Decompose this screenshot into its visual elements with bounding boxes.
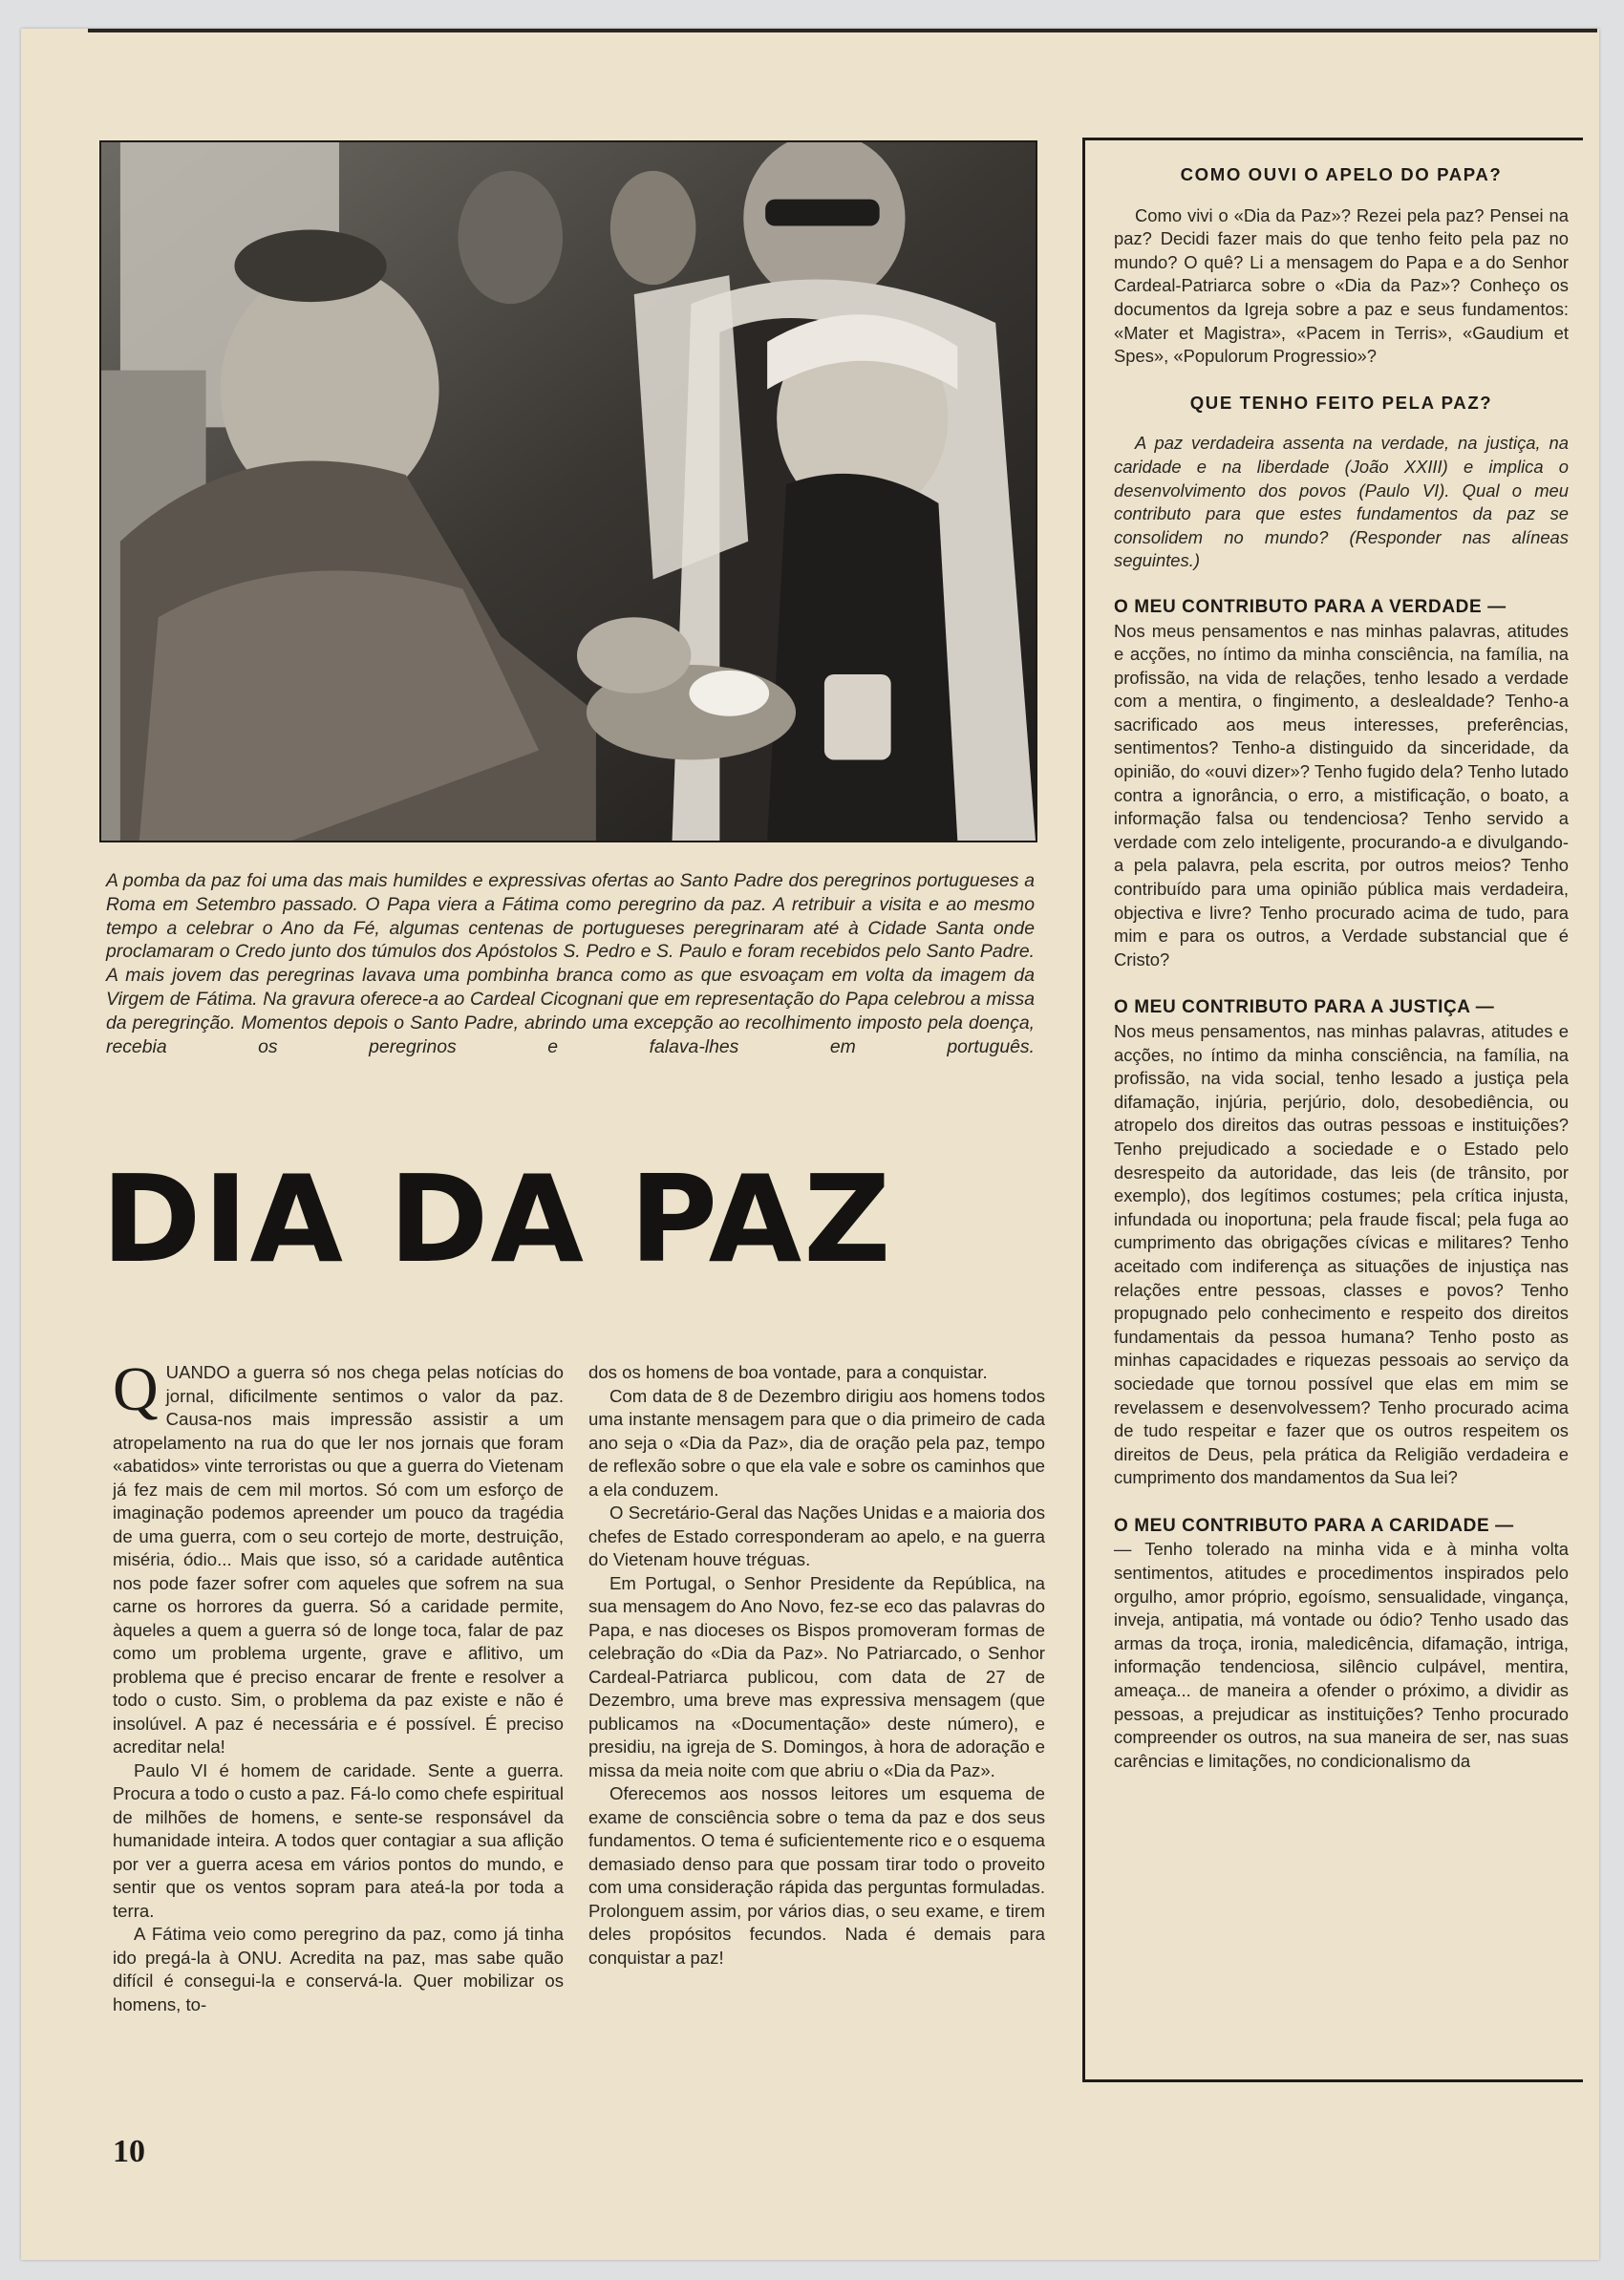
article-paragraph: Oferecemos aos nossos leitores um esquema de exame de consciência sobre o tema da paz e dos seus fundamentos. O tema é suficientemente rico e o esquema demasiado denso para que possam tirar todo o proveito com uma consideração rápida das perguntas formuladas. Prolonguem assim, por vários dias, o seu exame, e tirem deles propósitos fecundos. Nada é demais para conquistar a paz! — [588, 1783, 1045, 1968]
dropcap: Q — [113, 1354, 159, 1424]
section-title: O MEU CONTRIBUTO PARA A CARIDADE — — [1114, 1515, 1514, 1536]
headline: DIA DA PAZ — [101, 1149, 893, 1289]
article-paragraph: O Secretário-Geral das Nações Unidas e a maioria dos chefes de Estado corresponderam ao apelo, e na guerra do Vietenam houve tréguas. — [588, 1502, 1045, 1569]
sidebar-paragraph: Como vivi o «Dia da Paz»? Rezei pela paz? Pensei na paz? Decidi fazer mais do que tenho feito pela paz no mundo? O quê? Li a mensagem do Papa e a do Senhor Cardeal-Patriarca sobre o «Dia da Paz»? Conheço os documentos da Igreja sobre a paz e seus fundamentos: «Mater et Magistra», «Pacem in Terris», «Gaudium et Spes», «Populorum Progressio»? — [1114, 204, 1569, 367]
photo-pope-receiving-dove — [99, 140, 1037, 842]
sidebar-paragraph-italic: A paz verdadeira assenta na verdade, na justiça, na caridade e na liberdade (João XXIII) e implica o desenvolvimento dos povos (Paulo VI). Qual o meu contributo para que estes fundamentos da paz se consolidem no mundo? (Responder nas alíneas seguintes.) — [1114, 433, 1569, 571]
section-text: Nos meus pensamentos, nas minhas palavras, atitudes e acções, no íntimo da minha consciência, na família, na profissão, na vida social, tenho lesado a justiça pela difamação, injúria, perjúrio, dolo, desobediência, ou atropelo dos direitos das outras pessoas e instituições? Tenho prejudicado a sociedade e o Estado pelo desrespeito da autoridade, das leis (de trânsito, por exemplo), dos legítimos costumes; pela crítica injusta, infundada ou inoportuna; pela fraude fiscal; pela fuga ao cumprimento das obrigações cívicas e militares? Tenho aceitado com indiferença as situações de injustiça nas relações entre pessoas, classes e povos? Tenho propugnado pelo conhecimento e respeito dos direitos fundamentais da pessoa humana? Tenho posto as minhas capacidades e riquezas pessoais ao serviço da sociedade que tornou possível que elas em mim se revelassem e desenvolvessem? Tenho procurado acima de tudo respeitar e fazer que os outros respeitem os direitos de Deus, pela prática da Religião verdadeira e cumprimento dos mandamentos da Sua lei? — [1114, 1021, 1569, 1488]
sidebar-heading-feito: QUE TENHO FEITO PELA PAZ? — [1189, 392, 1493, 413]
sidebar-section-justica — [1114, 996, 1569, 1489]
article-column-1 — [113, 1354, 564, 2016]
article-paragraph: dos os homens de boa vontade, para a conquistar. — [588, 1362, 988, 1382]
page-number: 10 — [113, 2134, 145, 2169]
sidebar-section-verdade — [1114, 596, 1569, 972]
article-paragraph: Paulo VI é homem de caridade. Sente a guerra. Procura a todo o custo a paz. Fá-lo como chefe espiritual de milhões de homens, e sente-se responsável da humanidade inteira. A todos quer contagiar a sua aflição por ver a guerra acesa em vários pontos do mundo, e sentir que os ventos sopram para ateá-la por toda a terra. — [113, 1759, 564, 1921]
section-title: O MEU CONTRIBUTO PARA A VERDADE — — [1114, 596, 1506, 617]
article-paragraph: QUANDO a guerra só nos chega pelas notícias do jornal, dificilmente sentimos o valor da paz. Causa-nos mais impressão assistir a um atropelamento na rua do que ler nos jornais que foram «abatidos» vinte terroristas ou que a guerra do Vietenam já fez mais de cem mil mortos. Só com um esforço de imaginação podemos apreender um pouco da tragédia de uma guerra, com o seu cortejo de morte, destruição, miséria, ódio... Mais que isso, só a caridade autêntica nos pode fazer sofrer com aqueles que sofrem na sua carne os horrores da guerra. Só a caridade permite, àqueles a quem a guerra só de longe toca, falar de paz como um problema urgente, grave e aflitivo, um problema que é preciso encarar de frente e resolver a todo o custo. Sim, o problema da paz existe e não é insolúvel. A paz é necessária e é possível. É preciso acreditar nela! — [113, 1354, 564, 1757]
photo-caption: A pomba da paz foi uma das mais humildes e expressivas ofertas ao Santo Padre dos peregrinos portugueses a Roma em Setembro passado. O Papa viera a Fátima como peregrino da paz. A retribuir a visita e ao mesmo tempo a celebrar o Ano da Fé, algumas centenas de portugueses peregrinaram até à Cidade Santa onde proclamaram o Credo junto dos túmulos dos Apóstolos S. Pedro e S. Paulo e foram recebidos pelo Santo Padre. A mais jovem das peregrinas lavava uma pombinha branca como as que esvoaçam em volta da imagem da Virgem de Fátima. Na gravura oferece-a ao Cardeal Cicognani que em representação do Papa celebrou a missa da peregrinção. Momentos depois o Santo Padre, abrindo uma excepção ao recolhimento imposto pela doença, recebia os peregrinos e falava-lhes em português. — [106, 870, 1035, 1057]
sidebar-content — [1114, 163, 1569, 1798]
section-text: — Tenho tolerado na minha vida e à minha volta sentimentos, atitudes e procedimentos inspirados pelo orgulho, amor próprio, egoísmo, sensualidade, vingança, inveja, antipatia, má vontade ou ódio? Tenho usado das armas da troça, ironia, maledicência, difamação, intriga, informação tendenciosa, silêncio culpável, mentira, ameaça... de maneira a ofender o próximo, a dividir as pessoas, a prejudicar as instituições? Tenho procurado compreender os outros, na sua maneira de ser, nas suas carências e limitações, no condicionalismo da — [1114, 1539, 1569, 1771]
sidebar-section-caridade — [1114, 1515, 1569, 1774]
article-paragraph: A Fátima veio como peregrino da paz, como já tinha ido pregá-la à ONU. Acredita na paz, mas sabe quão difícil é consegui-la e conservá-la. Quer mobilizar os homens, to- — [113, 1924, 564, 2014]
article-paragraph: Com data de 8 de Dezembro dirigiu aos homens todos uma instante mensagem para que o dia primeiro de cada ano seja o «Dia da Paz», dia de oração pela paz, tempo de reflexão sobre o que ela vale e sobre os caminhos que a ela conduzem. — [588, 1385, 1045, 1500]
sidebar-heading-apelo: COMO OUVI O APELO DO PAPA? — [1180, 164, 1503, 184]
top-rule — [88, 29, 1597, 32]
sidebar-box — [1082, 138, 1583, 2082]
section-title: O MEU CONTRIBUTO PARA A JUSTIÇA — — [1114, 997, 1495, 1018]
magazine-page — [21, 29, 1599, 2260]
section-text: Nos meus pensamentos e nas minhas palavras, atitudes e acções, no íntimo da minha consciência, na família, na profissão, na vida de relações, tenho lesado a verdade com a mentira, o fingimento, a deslealdade? Tenho-a sacrificado aos meus interesses, preferências, sentimentos? Tenho-a distinguido da sinceridade, da opinião, do «ouvi dizer»? Tenho fugido dela? Tenho lutado contra a ignorância, o erro, a mistificação, o boato, a informação falsa ou tendenciosa? Tenho servido a verdade com zelo inteligente, procurando-a e divulgando-a pela palavra, pela escrita, por outros meios? Tenho contribuído para uma opinião pública mais verdadeira, objectiva e livre? Tenho procurado acima de tudo, para mim e para os outros, a Verdade substancial que é Cristo? — [1114, 620, 1569, 970]
photo-pope-receiving-dove-icon — [101, 142, 1036, 841]
article-paragraph: Em Portugal, o Senhor Presidente da República, na sua mensagem do Ano Novo, fez-se eco das palavras do Papa, e nas dioceses os Bispos promoveram formas de celebração do «Dia da Paz». No Patriarcado, o Senhor Cardeal-Patriarca publicou, com data de 27 de Dezembro, uma breve mas expressiva mensagem (que publicamos na «Documentação» deste número), e presidiu, na igreja de S. Domingos, à hora de adoração e missa da meia noite com que abriu o «Dia da Paz». — [588, 1572, 1045, 1780]
article-column-2 — [588, 1361, 1045, 1970]
